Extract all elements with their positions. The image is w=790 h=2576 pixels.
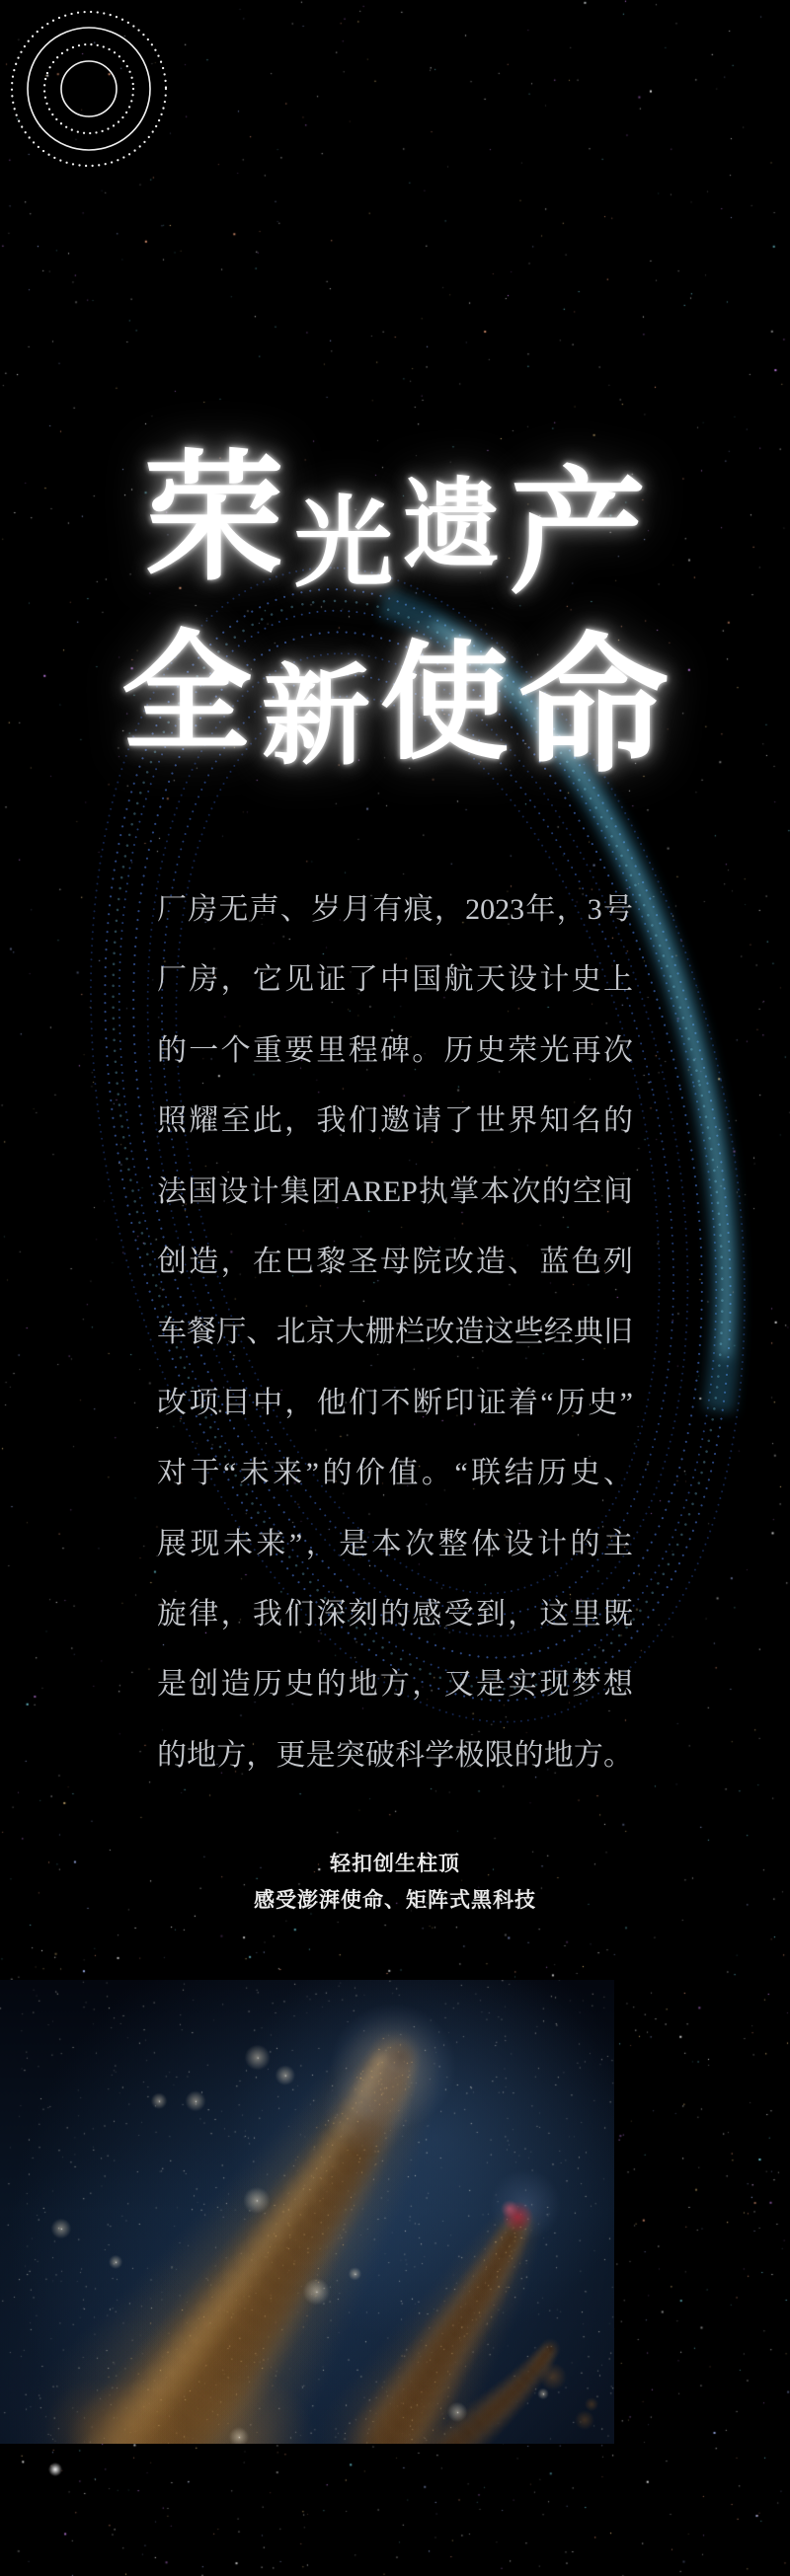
paragraph-line: 的地方，更是突破科学极限的地方。 [157,1738,633,1772]
nebula-photo-canvas [0,1980,614,2444]
title-char: 产 [510,459,647,611]
paragraph-line: 旋律，我们深刻的感受到，这里既 [157,1598,633,1631]
paragraph-line: 展现未来”，是本次整体设计的主 [157,1527,633,1560]
title-char: 遗 [402,472,500,579]
hero-title-line-2 [0,621,790,792]
tap-hint [0,1852,790,1914]
paragraph-line: 的一个重要里程碑。历史荣光再次 [157,1033,633,1067]
paragraph-line: 改项目中，他们不断印证着“历史” [157,1386,633,1419]
paragraph-line: 法国设计集团AREP执掌本次的空间 [157,1174,633,1208]
paragraph-line: 车餐厅、北京大栅栏改造这些经典旧 [157,1316,633,1349]
title-char: 全 [120,621,252,767]
title-char: 命 [518,625,669,792]
paragraph-line: 是创造历史的地方，又是实现梦想 [157,1668,633,1702]
tap-target-rings-icon[interactable] [0,0,178,178]
paragraph-line: 照耀至此，我们邀请了世界知名的 [157,1104,633,1138]
paragraph-line: 厂房，它见证了中国航天设计史上 [157,963,633,997]
tap-hint-subtitle: 感受澎湃使命、矩阵式黑科技 [254,1889,536,1912]
pillars-of-creation-image[interactable] [0,1980,614,2444]
title-char: 光 [293,490,393,599]
hero-title-line-1 [0,441,790,611]
paragraph-line: 对于“未来”的价值。“联结历史、 [157,1457,633,1490]
title-char: 荣 [143,441,284,598]
intro-paragraph [157,874,633,1790]
paragraph-line: 厂房无声、岁月有痕，2023年，3号 [157,893,633,926]
paragraph-line: 创造，在巴黎圣母院改造、蓝色列 [157,1246,633,1279]
title-char: 使 [379,634,509,777]
title-char: 新 [261,656,370,778]
tap-hint-title: 轻扣创生柱顶 [330,1853,460,1875]
